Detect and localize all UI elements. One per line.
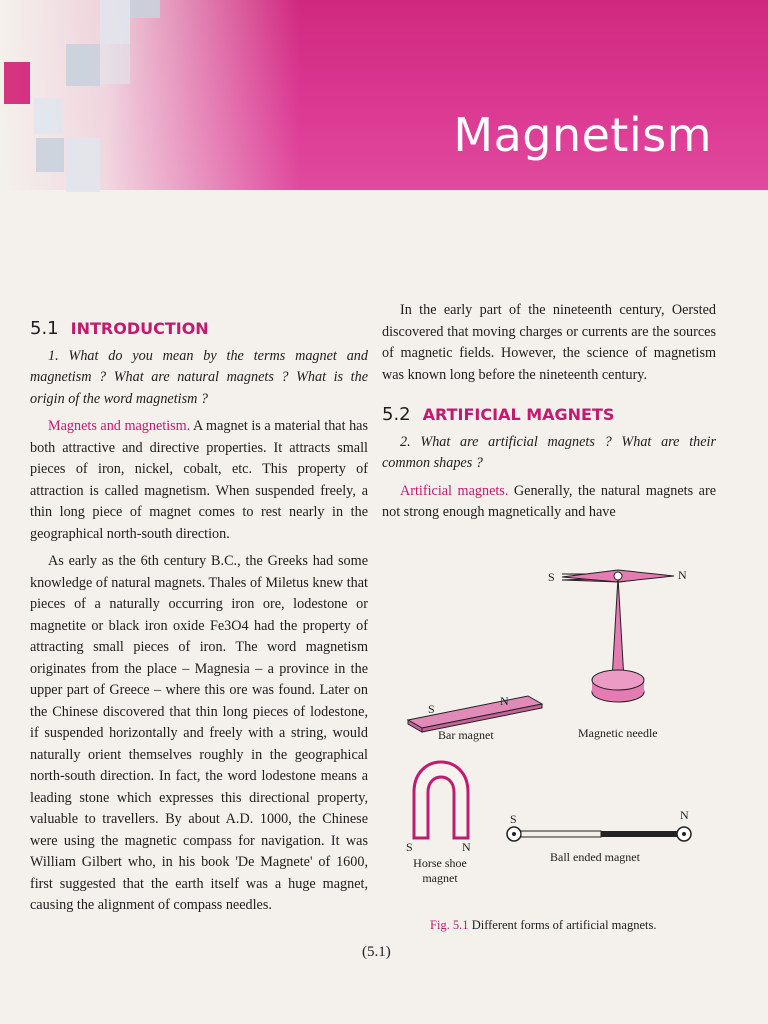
ball-s-label: S [510,812,517,826]
chapter-title: Magnetism [453,108,712,162]
horse-shoe-drawing [414,762,468,838]
figure-artificial-magnets [392,560,722,940]
para-lead: Magnets and magnetism. [48,418,191,434]
decor-tile [36,138,64,172]
paragraph: As early as the 6th century B.C., the Greeks had some knowledge of natural magnets. Thales of Miletus knew that pieces of a naturally occurring iron ore, lodestone or magnetite or black iron oxide Fe3O4 had the property of attracting small pieces of iron. The word magnetism originates from the place – Magnesia – a province in the upper part of Greece – where this ore was found. Later on the Chinese discovered that thin long pieces of lodestone, if suspended horizontally and freely with a string, would naturally orient themselves roughly in the geographical north-south direction. In fact, the word lodestone means a leading stone which expresses this directional property, valuable to travellers. By about A.D. 1000, the Chinese were using the magnetic compass for navigation. It was William Gilbert who, in his book 'De Magnete' of 1600, first suggested that the earth itself was a huge magnet, causing the alignment of compass needles. [30,553,368,913]
para-lead: Artificial magnets. [400,482,509,499]
decor-tile [34,98,62,134]
decor-tile [66,44,100,86]
figure-caption-text: Different forms of artificial magnets. [471,918,657,932]
para-body: A magnet is a material that has both attractive and directive properties. It attracts small pieces of iron, nickel, cobalt, etc. This property of attraction is called magnetism. When suspended freely, a thin long piece of magnet comes to rest nearly in the geographical north-south direction. [30,418,368,542]
figure-caption-number: Fig. 5.1 [430,918,469,932]
decor-tile [100,44,130,84]
decor-tile [130,0,160,18]
horse-n-label: N [462,840,471,854]
needle-s-label: S [548,570,555,584]
left-column [30,300,368,923]
ball-ended-drawing [507,827,691,841]
magnetic-needle-label: Magnetic needle [578,726,658,740]
magnetic-needle-drawing [562,570,674,702]
question: 1. What do you mean by the terms magnet and magnetism ? What are natural magnets ? What is the origin of the word magnetism ? [30,347,368,407]
paragraph [30,416,368,545]
decor-tile [100,0,130,44]
decor-tile [4,62,30,104]
ball-n-label: N [680,808,689,822]
paragraph [382,481,716,524]
question: 2. What are artificial magnets ? What are their common shapes ? [382,433,716,471]
page-number: (5.1) [362,944,391,960]
horse-shoe-label: Horse shoe magnet [413,856,467,885]
decor-tile [66,138,100,192]
bar-magnet-label: Bar magnet [438,728,494,742]
ball-ended-label: Ball ended magnet [550,850,640,864]
section-number: 5.1 [30,318,59,339]
section-title: INTRODUCTION [70,319,209,338]
bar-s-label: S [428,702,435,716]
right-column [382,300,716,530]
section-heading [382,404,716,426]
paragraph: In the early part of the nineteenth century, Oersted discovered that moving charges or currents are the sources of magnetic fields. However, the science of magnetism was known long before the nineteenth century. [382,302,716,383]
section-heading [30,318,368,340]
bar-n-label: N [500,694,509,708]
figure-caption [430,918,656,933]
para-body: Generally, the natural magnets are not strong enough magnetically and have [382,482,716,520]
section-number: 5.2 [382,404,411,425]
horse-s-label: S [406,840,413,854]
section-title: ARTIFICIAL MAGNETS [422,405,615,424]
needle-n-label: N [678,568,687,582]
